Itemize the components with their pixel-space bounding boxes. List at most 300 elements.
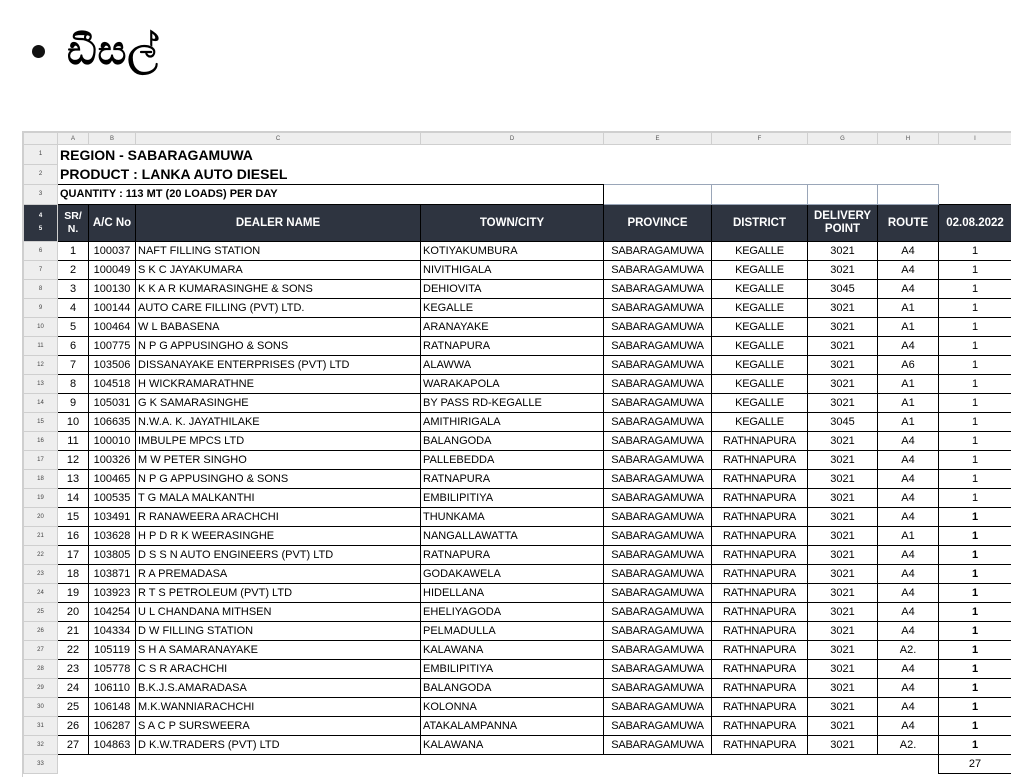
cell-district[interactable]: RATHNAPURA bbox=[712, 736, 808, 755]
cell-qty[interactable]: 1 bbox=[939, 527, 1012, 546]
cell-town[interactable]: KALAWANA bbox=[421, 641, 604, 660]
cell-dealer[interactable]: N P G APPUSINGHO & SONS bbox=[136, 470, 421, 489]
row-number[interactable]: 15 bbox=[24, 413, 58, 432]
empty-cell[interactable] bbox=[604, 755, 712, 774]
cell-ac[interactable]: 105778 bbox=[89, 660, 136, 679]
cell-town[interactable]: NIVITHIGALA bbox=[421, 261, 604, 280]
cell-route[interactable]: A4 bbox=[878, 584, 939, 603]
cell-sr[interactable]: 4 bbox=[58, 299, 89, 318]
cell-dealer[interactable]: D S S N AUTO ENGINEERS (PVT) LTD bbox=[136, 546, 421, 565]
row-number[interactable]: 23 bbox=[24, 565, 58, 584]
cell-district[interactable]: KEGALLE bbox=[712, 356, 808, 375]
cell-province[interactable]: SABARAGAMUWA bbox=[604, 318, 712, 337]
cell-dealer[interactable]: R T S PETROLEUM (PVT) LTD bbox=[136, 584, 421, 603]
cell-qty[interactable]: 1 bbox=[939, 375, 1012, 394]
cell-route[interactable]: A1 bbox=[878, 318, 939, 337]
cell-district[interactable]: RATHNAPURA bbox=[712, 660, 808, 679]
cell-sr[interactable]: 16 bbox=[58, 527, 89, 546]
cell-ac[interactable]: 103491 bbox=[89, 508, 136, 527]
cell-district[interactable]: KEGALLE bbox=[712, 280, 808, 299]
cell-route[interactable]: A4 bbox=[878, 698, 939, 717]
cell-dealer[interactable]: H WICKRAMARATHNE bbox=[136, 375, 421, 394]
cell-district[interactable]: RATHNAPURA bbox=[712, 451, 808, 470]
cell-province[interactable]: SABARAGAMUWA bbox=[604, 679, 712, 698]
cell-dealer[interactable]: N P G APPUSINGHO & SONS bbox=[136, 337, 421, 356]
cell-qty[interactable]: 1 bbox=[939, 299, 1012, 318]
cell-qty[interactable]: 1 bbox=[939, 622, 1012, 641]
cell-district[interactable]: KEGALLE bbox=[712, 261, 808, 280]
cell-qty[interactable]: 1 bbox=[939, 641, 1012, 660]
cell-province[interactable]: SABARAGAMUWA bbox=[604, 565, 712, 584]
cell-district[interactable]: RATHNAPURA bbox=[712, 527, 808, 546]
cell-district[interactable]: KEGALLE bbox=[712, 394, 808, 413]
cell-delivery[interactable]: 3045 bbox=[808, 413, 878, 432]
cell-delivery[interactable]: 3021 bbox=[808, 527, 878, 546]
cell-delivery[interactable]: 3021 bbox=[808, 565, 878, 584]
cell-district[interactable]: RATHNAPURA bbox=[712, 698, 808, 717]
cell-sr[interactable]: 26 bbox=[58, 717, 89, 736]
cell-qty[interactable]: 1 bbox=[939, 432, 1012, 451]
cell-delivery[interactable]: 3021 bbox=[808, 318, 878, 337]
cell-province[interactable]: SABARAGAMUWA bbox=[604, 242, 712, 261]
empty-cell[interactable] bbox=[712, 185, 808, 205]
cell-ac[interactable]: 104334 bbox=[89, 622, 136, 641]
total-cell[interactable]: 27 bbox=[939, 755, 1012, 774]
cell-ac[interactable]: 100037 bbox=[89, 242, 136, 261]
cell-district[interactable]: KEGALLE bbox=[712, 299, 808, 318]
cell-sr[interactable]: 27 bbox=[58, 736, 89, 755]
cell-route[interactable]: A4 bbox=[878, 508, 939, 527]
cell-province[interactable]: SABARAGAMUWA bbox=[604, 527, 712, 546]
col-letter[interactable]: H bbox=[878, 133, 939, 145]
cell-route[interactable]: A4 bbox=[878, 622, 939, 641]
cell-sr[interactable]: 1 bbox=[58, 242, 89, 261]
cell-sr[interactable]: 9 bbox=[58, 394, 89, 413]
cell-province[interactable]: SABARAGAMUWA bbox=[604, 280, 712, 299]
cell-district[interactable]: RATHNAPURA bbox=[712, 603, 808, 622]
cell-district[interactable]: RATHNAPURA bbox=[712, 584, 808, 603]
cell-province[interactable]: SABARAGAMUWA bbox=[604, 413, 712, 432]
cell-ac[interactable]: 100775 bbox=[89, 337, 136, 356]
cell-town[interactable]: KOLONNA bbox=[421, 698, 604, 717]
cell-route[interactable]: A1 bbox=[878, 375, 939, 394]
cell-ac[interactable]: 103805 bbox=[89, 546, 136, 565]
cell-town[interactable]: EMBILIPITIYA bbox=[421, 660, 604, 679]
cell-province[interactable]: SABARAGAMUWA bbox=[604, 641, 712, 660]
header-sr[interactable]: SR/ N. bbox=[58, 205, 89, 242]
cell-delivery[interactable]: 3021 bbox=[808, 679, 878, 698]
cell-route[interactable]: A4 bbox=[878, 660, 939, 679]
cell-route[interactable]: A4 bbox=[878, 261, 939, 280]
cell-qty[interactable]: 1 bbox=[939, 261, 1012, 280]
empty-cell[interactable] bbox=[712, 755, 808, 774]
cell-town[interactable]: ATAKALAMPANNA bbox=[421, 717, 604, 736]
cell-ac[interactable]: 106635 bbox=[89, 413, 136, 432]
cell-route[interactable]: A4 bbox=[878, 565, 939, 584]
row-number[interactable]: 26 bbox=[24, 622, 58, 641]
cell-sr[interactable]: 3 bbox=[58, 280, 89, 299]
cell-delivery[interactable]: 3021 bbox=[808, 470, 878, 489]
cell-town[interactable]: EMBILIPITIYA bbox=[421, 489, 604, 508]
cell-sr[interactable]: 24 bbox=[58, 679, 89, 698]
empty-cell[interactable] bbox=[89, 755, 136, 774]
cell-sr[interactable]: 22 bbox=[58, 641, 89, 660]
cell-route[interactable]: A4 bbox=[878, 280, 939, 299]
cell-town[interactable]: KALAWANA bbox=[421, 736, 604, 755]
cell-district[interactable]: KEGALLE bbox=[712, 413, 808, 432]
col-letter[interactable]: E bbox=[604, 133, 712, 145]
cell-district[interactable]: RATHNAPURA bbox=[712, 565, 808, 584]
empty-cell[interactable] bbox=[58, 755, 89, 774]
row-number[interactable]: 1 bbox=[24, 145, 58, 165]
cell-town[interactable]: KEGALLE bbox=[421, 299, 604, 318]
cell-delivery[interactable]: 3021 bbox=[808, 394, 878, 413]
cell-route[interactable]: A4 bbox=[878, 432, 939, 451]
cell-route[interactable]: A4 bbox=[878, 337, 939, 356]
header-district[interactable]: DISTRICT bbox=[712, 205, 808, 242]
cell-delivery[interactable]: 3021 bbox=[808, 375, 878, 394]
cell-delivery[interactable]: 3021 bbox=[808, 622, 878, 641]
cell-province[interactable]: SABARAGAMUWA bbox=[604, 603, 712, 622]
cell-dealer[interactable]: D K.W.TRADERS (PVT) LTD bbox=[136, 736, 421, 755]
cell-province[interactable]: SABARAGAMUWA bbox=[604, 337, 712, 356]
cell-delivery[interactable]: 3021 bbox=[808, 337, 878, 356]
cell-dealer[interactable]: IMBULPE MPCS LTD bbox=[136, 432, 421, 451]
row-number[interactable]: 29 bbox=[24, 679, 58, 698]
cell-province[interactable]: SABARAGAMUWA bbox=[604, 356, 712, 375]
cell-dealer[interactable]: AUTO CARE FILLING (PVT) LTD. bbox=[136, 299, 421, 318]
col-letter[interactable]: G bbox=[808, 133, 878, 145]
cell-province[interactable]: SABARAGAMUWA bbox=[604, 736, 712, 755]
cell-sr[interactable]: 2 bbox=[58, 261, 89, 280]
header-province[interactable]: PROVINCE bbox=[604, 205, 712, 242]
cell-ac[interactable]: 104863 bbox=[89, 736, 136, 755]
cell-sr[interactable]: 19 bbox=[58, 584, 89, 603]
row-number[interactable]: 2 bbox=[24, 165, 58, 185]
cell-route[interactable]: A4 bbox=[878, 451, 939, 470]
header-dealer[interactable]: DEALER NAME bbox=[136, 205, 421, 242]
cell-ac[interactable]: 103506 bbox=[89, 356, 136, 375]
cell-qty[interactable]: 1 bbox=[939, 356, 1012, 375]
cell-district[interactable]: RATHNAPURA bbox=[712, 622, 808, 641]
cell-delivery[interactable]: 3021 bbox=[808, 508, 878, 527]
cell-ac[interactable]: 103871 bbox=[89, 565, 136, 584]
cell-dealer[interactable]: NAFT FILLING STATION bbox=[136, 242, 421, 261]
cell-town[interactable]: GODAKAWELA bbox=[421, 565, 604, 584]
cell-province[interactable]: SABARAGAMUWA bbox=[604, 717, 712, 736]
cell-province[interactable]: SABARAGAMUWA bbox=[604, 622, 712, 641]
cell-qty[interactable]: 1 bbox=[939, 508, 1012, 527]
cell-ac[interactable]: 106287 bbox=[89, 717, 136, 736]
cell-delivery[interactable]: 3021 bbox=[808, 603, 878, 622]
cell-district[interactable]: RATHNAPURA bbox=[712, 717, 808, 736]
cell-province[interactable]: SABARAGAMUWA bbox=[604, 508, 712, 527]
cell-town[interactable]: KOTIYAKUMBURA bbox=[421, 242, 604, 261]
row-number[interactable] bbox=[24, 205, 58, 242]
row-number[interactable]: 16 bbox=[24, 432, 58, 451]
cell-district[interactable]: KEGALLE bbox=[712, 337, 808, 356]
cell-route[interactable]: A4 bbox=[878, 242, 939, 261]
row-number[interactable]: 14 bbox=[24, 394, 58, 413]
cell-ac[interactable]: 100130 bbox=[89, 280, 136, 299]
cell-qty[interactable]: 1 bbox=[939, 489, 1012, 508]
cell-dealer[interactable]: DISSANAYAKE ENTERPRISES (PVT) LTD bbox=[136, 356, 421, 375]
cell-qty[interactable]: 1 bbox=[939, 451, 1012, 470]
cell-ac[interactable]: 100144 bbox=[89, 299, 136, 318]
cell-town[interactable]: ARANAYAKE bbox=[421, 318, 604, 337]
cell-town[interactable]: PELMADULLA bbox=[421, 622, 604, 641]
cell-province[interactable]: SABARAGAMUWA bbox=[604, 375, 712, 394]
cell-qty[interactable]: 1 bbox=[939, 242, 1012, 261]
cell-province[interactable]: SABARAGAMUWA bbox=[604, 299, 712, 318]
cell-province[interactable]: SABARAGAMUWA bbox=[604, 451, 712, 470]
cell-dealer[interactable]: G K SAMARASINGHE bbox=[136, 394, 421, 413]
region-title[interactable]: REGION - SABARAGAMUWA bbox=[60, 146, 253, 163]
row-number[interactable]: 7 bbox=[24, 261, 58, 280]
cell-ac[interactable]: 100326 bbox=[89, 451, 136, 470]
empty-cell[interactable] bbox=[421, 755, 604, 774]
cell-qty[interactable]: 1 bbox=[939, 660, 1012, 679]
cell-town[interactable]: RATNAPURA bbox=[421, 546, 604, 565]
cell-qty[interactable]: 1 bbox=[939, 337, 1012, 356]
cell-dealer[interactable]: U L CHANDANA MITHSEN bbox=[136, 603, 421, 622]
cell-sr[interactable]: 10 bbox=[58, 413, 89, 432]
cell-dealer[interactable]: R A PREMADASA bbox=[136, 565, 421, 584]
empty-cell[interactable] bbox=[808, 185, 878, 205]
row-number[interactable]: 25 bbox=[24, 603, 58, 622]
cell-district[interactable]: RATHNAPURA bbox=[712, 679, 808, 698]
cell-route[interactable]: A1 bbox=[878, 299, 939, 318]
row-number[interactable]: 24 bbox=[24, 584, 58, 603]
cell-dealer[interactable]: D W FILLING STATION bbox=[136, 622, 421, 641]
cell-dealer[interactable]: S H A SAMARANAYAKE bbox=[136, 641, 421, 660]
cell-qty[interactable]: 1 bbox=[939, 318, 1012, 337]
cell-sr[interactable]: 5 bbox=[58, 318, 89, 337]
cell-delivery[interactable]: 3021 bbox=[808, 584, 878, 603]
cell-province[interactable]: SABARAGAMUWA bbox=[604, 489, 712, 508]
row-number[interactable]: 9 bbox=[24, 299, 58, 318]
empty-cell[interactable] bbox=[136, 755, 421, 774]
row-number[interactable]: 28 bbox=[24, 660, 58, 679]
row-number[interactable]: 20 bbox=[24, 508, 58, 527]
cell-town[interactable]: DEHIOVITA bbox=[421, 280, 604, 299]
cell-dealer[interactable]: N.W.A. K. JAYATHILAKE bbox=[136, 413, 421, 432]
row-number[interactable]: 31 bbox=[24, 717, 58, 736]
cell-route[interactable]: A4 bbox=[878, 470, 939, 489]
cell-ac[interactable]: 105031 bbox=[89, 394, 136, 413]
cell-dealer[interactable]: C S R ARACHCHI bbox=[136, 660, 421, 679]
row-number[interactable]: 3 bbox=[24, 185, 58, 205]
cell-qty[interactable]: 1 bbox=[939, 280, 1012, 299]
col-letter[interactable]: C bbox=[136, 133, 421, 145]
cell-delivery[interactable]: 3021 bbox=[808, 242, 878, 261]
cell-delivery[interactable]: 3021 bbox=[808, 489, 878, 508]
cell-ac[interactable]: 105119 bbox=[89, 641, 136, 660]
cell-dealer[interactable]: M W PETER SINGHO bbox=[136, 451, 421, 470]
empty-cell[interactable] bbox=[939, 185, 1012, 205]
cell-sr[interactable]: 12 bbox=[58, 451, 89, 470]
cell-province[interactable]: SABARAGAMUWA bbox=[604, 261, 712, 280]
cell-delivery[interactable]: 3021 bbox=[808, 432, 878, 451]
cell-route[interactable]: A2. bbox=[878, 641, 939, 660]
col-letter[interactable]: A bbox=[58, 133, 89, 145]
col-letter[interactable]: B bbox=[89, 133, 136, 145]
cell-delivery[interactable]: 3045 bbox=[808, 280, 878, 299]
cell-town[interactable]: RATNAPURA bbox=[421, 337, 604, 356]
col-letter[interactable]: F bbox=[712, 133, 808, 145]
row-number[interactable]: 30 bbox=[24, 698, 58, 717]
header-ac[interactable]: A/C No bbox=[89, 205, 136, 242]
cell-province[interactable]: SABARAGAMUWA bbox=[604, 546, 712, 565]
cell-qty[interactable]: 1 bbox=[939, 717, 1012, 736]
cell-delivery[interactable]: 3021 bbox=[808, 660, 878, 679]
cell-town[interactable]: ALAWWA bbox=[421, 356, 604, 375]
cell-route[interactable]: A4 bbox=[878, 679, 939, 698]
header-date[interactable]: 02.08.2022 bbox=[939, 205, 1012, 242]
cell-ac[interactable]: 103628 bbox=[89, 527, 136, 546]
cell-town[interactable]: AMITHIRIGALA bbox=[421, 413, 604, 432]
cell-district[interactable]: RATHNAPURA bbox=[712, 432, 808, 451]
row-number[interactable]: 19 bbox=[24, 489, 58, 508]
product-title[interactable]: PRODUCT : LANKA AUTO DIESEL bbox=[60, 166, 288, 183]
cell-sr[interactable]: 25 bbox=[58, 698, 89, 717]
cell-district[interactable]: RATHNAPURA bbox=[712, 489, 808, 508]
cell-sr[interactable]: 6 bbox=[58, 337, 89, 356]
row-number[interactable]: 13 bbox=[24, 375, 58, 394]
row-number[interactable]: 32 bbox=[24, 736, 58, 755]
cell-dealer[interactable]: M.K.WANNIARACHCHI bbox=[136, 698, 421, 717]
row-number[interactable]: 11 bbox=[24, 337, 58, 356]
cell-town[interactable]: BALANGODA bbox=[421, 432, 604, 451]
cell-delivery[interactable]: 3021 bbox=[808, 299, 878, 318]
cell-route[interactable]: A4 bbox=[878, 717, 939, 736]
cell-province[interactable]: SABARAGAMUWA bbox=[604, 470, 712, 489]
cell-delivery[interactable]: 3021 bbox=[808, 641, 878, 660]
row-number[interactable]: 6 bbox=[24, 242, 58, 261]
header-route[interactable]: ROUTE bbox=[878, 205, 939, 242]
cell-ac[interactable]: 104254 bbox=[89, 603, 136, 622]
cell-route[interactable]: A6 bbox=[878, 356, 939, 375]
cell-qty[interactable]: 1 bbox=[939, 413, 1012, 432]
cell-ac[interactable]: 103923 bbox=[89, 584, 136, 603]
cell-town[interactable]: PALLEBEDDA bbox=[421, 451, 604, 470]
row-number[interactable]: 18 bbox=[24, 470, 58, 489]
header-delivery[interactable]: DELIVERY POINT bbox=[808, 205, 878, 242]
empty-cell[interactable] bbox=[604, 185, 712, 205]
cell-dealer[interactable]: W L BABASENA bbox=[136, 318, 421, 337]
cell-town[interactable]: HIDELLANA bbox=[421, 584, 604, 603]
cell-dealer[interactable]: S K C JAYAKUMARA bbox=[136, 261, 421, 280]
cell-delivery[interactable]: 3021 bbox=[808, 736, 878, 755]
row-number[interactable]: 33 bbox=[24, 755, 58, 774]
cell-sr[interactable]: 20 bbox=[58, 603, 89, 622]
cell-route[interactable]: A1 bbox=[878, 413, 939, 432]
cell-town[interactable]: EHELIYAGODA bbox=[421, 603, 604, 622]
empty-cell[interactable] bbox=[878, 755, 939, 774]
row-number[interactable]: 17 bbox=[24, 451, 58, 470]
cell-district[interactable]: KEGALLE bbox=[712, 242, 808, 261]
cell-qty[interactable]: 1 bbox=[939, 565, 1012, 584]
cell-route[interactable]: A4 bbox=[878, 489, 939, 508]
cell-delivery[interactable]: 3021 bbox=[808, 717, 878, 736]
cell-province[interactable]: SABARAGAMUWA bbox=[604, 660, 712, 679]
row-number[interactable]: 12 bbox=[24, 356, 58, 375]
cell-dealer[interactable]: S A C P SURSWEERA bbox=[136, 717, 421, 736]
cell-delivery[interactable]: 3021 bbox=[808, 261, 878, 280]
header-town[interactable]: TOWN/CITY bbox=[421, 205, 604, 242]
cell-ac[interactable]: 100049 bbox=[89, 261, 136, 280]
cell-route[interactable]: A4 bbox=[878, 603, 939, 622]
cell-sr[interactable]: 17 bbox=[58, 546, 89, 565]
cell-town[interactable]: BY PASS RD-KEGALLE bbox=[421, 394, 604, 413]
cell-qty[interactable]: 1 bbox=[939, 603, 1012, 622]
empty-cell[interactable] bbox=[808, 755, 878, 774]
cell-ac[interactable]: 106110 bbox=[89, 679, 136, 698]
cell-delivery[interactable]: 3021 bbox=[808, 546, 878, 565]
cell-qty[interactable]: 1 bbox=[939, 546, 1012, 565]
row-number[interactable]: 22 bbox=[24, 546, 58, 565]
cell-ac[interactable]: 100465 bbox=[89, 470, 136, 489]
cell-district[interactable]: RATHNAPURA bbox=[712, 641, 808, 660]
cell-route[interactable]: A4 bbox=[878, 546, 939, 565]
cell-delivery[interactable]: 3021 bbox=[808, 451, 878, 470]
cell-dealer[interactable]: K K A R KUMARASINGHE & SONS bbox=[136, 280, 421, 299]
cell-district[interactable]: RATHNAPURA bbox=[712, 508, 808, 527]
cell-ac[interactable]: 100010 bbox=[89, 432, 136, 451]
cell-dealer[interactable]: R RANAWEERA ARACHCHI bbox=[136, 508, 421, 527]
empty-cell[interactable] bbox=[878, 185, 939, 205]
cell-dealer[interactable]: B.K.J.S.AMARADASA bbox=[136, 679, 421, 698]
cell-district[interactable]: RATHNAPURA bbox=[712, 546, 808, 565]
cell-route[interactable]: A1 bbox=[878, 394, 939, 413]
cell-delivery[interactable]: 3021 bbox=[808, 356, 878, 375]
cell-province[interactable]: SABARAGAMUWA bbox=[604, 394, 712, 413]
cell-qty[interactable]: 1 bbox=[939, 698, 1012, 717]
cell-town[interactable]: THUNKAMA bbox=[421, 508, 604, 527]
col-letter[interactable]: D bbox=[421, 133, 604, 145]
cell-sr[interactable]: 15 bbox=[58, 508, 89, 527]
cell-qty[interactable]: 1 bbox=[939, 679, 1012, 698]
cell-ac[interactable]: 104518 bbox=[89, 375, 136, 394]
cell-qty[interactable]: 1 bbox=[939, 470, 1012, 489]
row-number[interactable]: 21 bbox=[24, 527, 58, 546]
cell-town[interactable]: BALANGODA bbox=[421, 679, 604, 698]
cell-sr[interactable]: 14 bbox=[58, 489, 89, 508]
cell-sr[interactable]: 18 bbox=[58, 565, 89, 584]
cell-town[interactable]: NANGALLAWATTA bbox=[421, 527, 604, 546]
row-number[interactable]: 27 bbox=[24, 641, 58, 660]
cell-sr[interactable]: 8 bbox=[58, 375, 89, 394]
cell-sr[interactable]: 13 bbox=[58, 470, 89, 489]
cell-route[interactable]: A2. bbox=[878, 736, 939, 755]
cell-dealer[interactable]: H P D R K WEERASINGHE bbox=[136, 527, 421, 546]
cell-qty[interactable]: 1 bbox=[939, 394, 1012, 413]
cell-delivery[interactable]: 3021 bbox=[808, 698, 878, 717]
row-number[interactable]: 8 bbox=[24, 280, 58, 299]
cell-ac[interactable]: 100535 bbox=[89, 489, 136, 508]
cell-district[interactable]: KEGALLE bbox=[712, 375, 808, 394]
col-letter[interactable]: I bbox=[939, 133, 1012, 145]
cell-dealer[interactable]: T G MALA MALKANTHI bbox=[136, 489, 421, 508]
cell-district[interactable]: RATHNAPURA bbox=[712, 470, 808, 489]
cell-town[interactable]: WARAKAPOLA bbox=[421, 375, 604, 394]
cell-sr[interactable]: 21 bbox=[58, 622, 89, 641]
cell-town[interactable]: RATNAPURA bbox=[421, 470, 604, 489]
cell-sr[interactable]: 23 bbox=[58, 660, 89, 679]
cell-sr[interactable]: 11 bbox=[58, 432, 89, 451]
cell-sr[interactable]: 7 bbox=[58, 356, 89, 375]
cell-province[interactable]: SABARAGAMUWA bbox=[604, 584, 712, 603]
